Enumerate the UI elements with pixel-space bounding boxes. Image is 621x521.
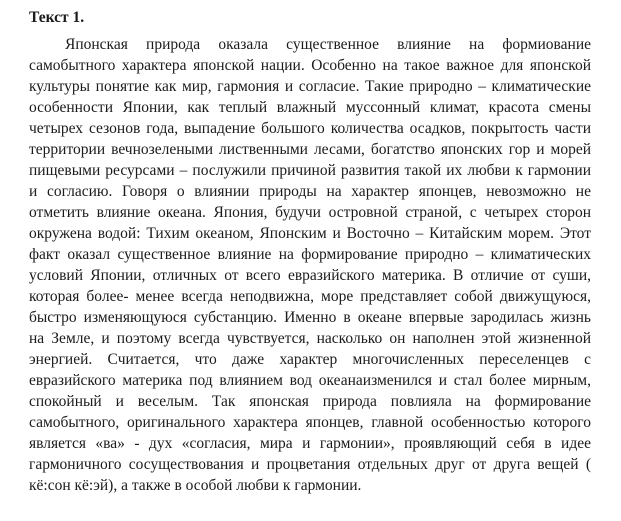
text-line: евразийского материка под влиянием вод океанаизменился и стал более мирным,: [29, 372, 591, 389]
text-line: быстро изменяющуюся субстанцию. Именно в океане впервые зародилась жизнь: [29, 309, 591, 326]
text-line: кё:сон кё:эй), а также в особой любви к гармонии.: [29, 477, 362, 494]
document-title: Текст 1.: [29, 9, 85, 26]
text-line: пищевыми ресурсами – послужили причиной развития такой их любви к гармонии: [29, 162, 591, 179]
text-line: гармоничного сосуществования и процветания отдельных друг от друга вещей (: [29, 456, 591, 473]
text-line: окружена водой: Тихим океаном, Японским и Восточно – Китайским морем. Этот: [29, 225, 591, 242]
paragraph: [29, 34, 591, 496]
text-line: отметить влияние океана. Япония, будучи островной страной, с четырех сторон: [29, 204, 591, 221]
text-line: самобытного, оригинального характера японцев, главной особенностью которого: [29, 414, 591, 431]
text-line: четырех сезонов года, выпадение большого количества осадков, покрытость части: [29, 120, 591, 137]
text-line: Японская природа оказала существенное влияние на формиование: [65, 36, 591, 53]
text-line: на Земле, и поэтому всегда чувствуется, насколько он наполнен этой жизненной: [29, 330, 591, 347]
text-line: культуры понятие как мир, гармония и согласие. Такие природно – климатические: [29, 78, 591, 95]
text-line: и согласию. Говоря о влиянии природы на характер японцев, невозможно не: [29, 183, 591, 200]
text-line: территории вечнозелеными лиственными лесами, богатство японских гор и морей: [29, 141, 591, 158]
text-line: является «ва» - дух «согласия, мира и гармонии», проявляющий себя в идее: [29, 435, 591, 452]
text-line: особенности Японии, как теплый влажный муссонный климат, красота смены: [29, 99, 591, 116]
text-line: которая более- менее всегда неподвижна, море представляет собой движущуюся,: [29, 288, 591, 305]
text-line: энергией. Считается, что даже характер многочисленных переселенцев с: [29, 351, 591, 368]
text-line: спокойный и веселым. Так японская природа повлияла на формирование: [29, 393, 591, 410]
text-line: самобытного характера японской нации. Особенно на такое важное для японской: [29, 57, 591, 74]
text-line: факт оказал существенное влияние на формирование природно – климатических: [29, 246, 591, 263]
text-line: условий Японии, отличных от всего евразийского материка. В отличие от суши,: [29, 267, 591, 284]
